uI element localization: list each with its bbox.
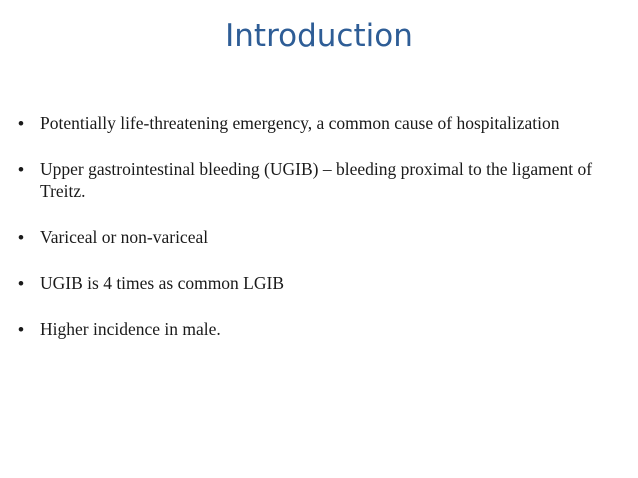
- bullet-item: [18, 273, 598, 295]
- bullet-icon: •: [18, 273, 24, 293]
- bullet-text: Potentially life-threatening emergency, a common cause of hospitalization: [40, 113, 560, 133]
- bullet-icon: •: [18, 319, 24, 339]
- bullet-icon: •: [18, 114, 24, 133]
- bullet-item: [18, 159, 598, 202]
- bullet-text: Upper gastrointestinal bleeding (UGIB) – bleeding proximal to the ligament of Treitz.: [40, 159, 593, 201]
- slide-title: Introduction: [225, 18, 413, 54]
- bullet-text: Higher incidence in male.: [40, 318, 221, 339]
- bullet-text: UGIB is 4 times as common LGIB: [40, 272, 285, 293]
- bullet-icon: •: [18, 227, 24, 247]
- bullet-item: [18, 319, 598, 341]
- bullet-item: [18, 227, 598, 249]
- bullet-icon: •: [18, 160, 24, 179]
- bullet-item: [18, 113, 598, 135]
- bullet-list: [18, 113, 598, 340]
- bullet-text: Variceal or non-variceal: [40, 226, 209, 247]
